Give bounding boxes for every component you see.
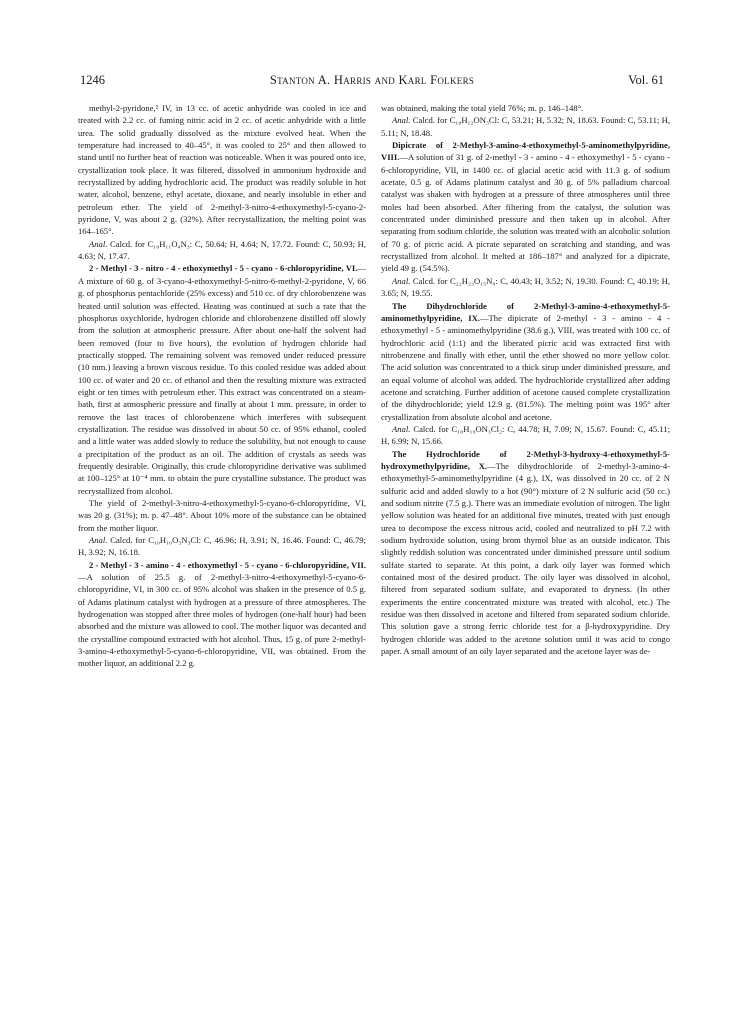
section-heading: The Hydrochloride of 2-Methyl-3-hydroxy-4-ethoxymethyl-5-hydroxymethylpyridine, X. xyxy=(381,448,670,471)
analysis-paragraph xyxy=(78,534,366,559)
analysis-label: Anal. xyxy=(89,238,108,249)
paragraph-text: Calcd. for C₂₂H₂₃O₁₅N₉: C, 40.43; H, 3.52; N, 19.30. Found: C, 40.19; H, 3.65; N, 19.55. xyxy=(381,275,670,299)
paragraph-text: —A mixture of 60 g. of 3-cyano-4-ethoxymethyl-5-nitro-6-methyl-2-pyridone, V, 66 g. of phosphorus pentachloride (25% excess) and 510 cc. of dry chlorobenzene was heated until solution was effected. Heating was continued at such a rate that the phosphorus oxychloride, hydrogen chloride and chlorobenzene distilled off slowly from the solution at atmospheric pressure. After about one-half the solvent had been removed (four to five hours), the evolution of hydrogen chloride had practically stopped. The remaining solvent was removed under reduced pressure (10 mm.) leaving a brown viscous residue. To this cooled residue was added about 100 cc. of water and 20 cc. of ethanol and then the resulting mixture was extracted eight or ten times with petroleum ether. This extract was concentrated on a steam-bath, first at atmospheric pressure and finally at about 1 mm. pressure, in order to remove the last traces of chlorobenzene which interferes with subsequent crystallization. The residue was dissolved in about 50 cc. of 95% ethanol, cooled and a little water was added slowly to reduce the solubility, but not enough to cause a precipitation of the product as an oil. The addition of crystals as seeds was frequently desirable. Originally, this crude chloropyridine derivative was sublimed at 100–125° at 10⁻⁴ mm. to obtain the pure crystalline substance. The product was recrystallized from alcohol. xyxy=(78,263,366,496)
analysis-paragraph xyxy=(381,275,670,300)
volume-label: Vol. 61 xyxy=(628,73,664,87)
paragraph-text: Calcd. for C₁₀H₁₁O₄N₃: C, 50.64; H, 4.64; N, 17.72. Found: C, 50.93; H, 4.63; N, 17.47. xyxy=(78,238,366,262)
analysis-label: Anal. xyxy=(392,275,411,286)
body-paragraph xyxy=(78,497,366,534)
analysis-label: Anal. xyxy=(392,115,411,126)
paragraph-text: methyl-2-pyridone,² IV, in 13 cc. of acetic anhydride was cooled in ice and treated with 2.2 cc. of fuming nitric acid in 2 cc. of acetic anhydride with a little urea. The solid gradually dissolved as the mixture evolved heat. When the temperature had increased to 40–45°, it was cooled to 25° and then allowed to stand until no further heat of reaction was noticeable. When it was poured onto ice, crystallization took place. It was filtered, dissolved in ammonium hydroxide and recrystallized by adding hydrochloric acid. The product was readily soluble in hot water, alcohol, benzene, ethyl acetate, dioxane, and nearly insoluble in ether and petroleum ether. The yield of 2-methyl-3-nitro-4-ethoxymethyl-5-cyano-2-pyridone, V, was about 2 g. (32%). After recrystallization, the melting point was 164–165°. xyxy=(78,103,366,237)
section-paragraph xyxy=(381,139,670,275)
section-paragraph xyxy=(381,448,670,658)
section-paragraph xyxy=(78,262,366,497)
section-heading: The Dihydrochloride of 2-Methyl-3-amino-4-ethoxymethyl-5-aminomethylpyridine, IX. xyxy=(381,300,670,323)
paragraph-text: Calcd. for C₁₀H₁₂ON₃Cl: C, 53.21; H, 5.32; N, 18.63. Found: C, 53.11; H, 5.11; N, 18.48. xyxy=(381,115,670,138)
paragraph-text: Calcd. for C₁₀H₁₉ON₃Cl₂: C, 44.78; H, 7.09; N, 15.67. Found: C, 45.11; H, 6.99; N, 15.66. xyxy=(381,423,670,447)
section-paragraph xyxy=(381,300,670,423)
paragraph-text: —The dipicrate of 2-methyl - 3 - amino - 4 - ethoxymethyl - 5 - aminomethylpyridine (38.6 g.), VIII, was treated with 100 cc. of hydrochloric acid (1:1) and the liberated picric acid was extracted first with nitrobenzene and finally with ether, until the ether showed no more yellow color. The acid solution was concentrated to a thick sirup under diminished pressure, and an equal volume of alcohol was added. The hydrochloride crystallized after adding acetone and scratching. Further addition of acetone caused complete crystallization of the dihydrochloride; yield 12.9 g. (81.5%). The melting point was 195° after crystallization from absolute alcohol and acetone. xyxy=(381,312,670,422)
analysis-paragraph xyxy=(381,423,670,448)
page-number: 1246 xyxy=(80,73,105,87)
section-heading: 2 - Methyl - 3 - amino - 4 - ethoxymethyl - 5 - cyano - 6-chloropyridine, VII. xyxy=(89,559,366,570)
paragraph-text: The yield of 2-methyl-3-nitro-4-ethoxymethyl-5-cyano-6-chloropyridine, VI, was 20 g. (31%); m. p. 47–48°. About 10% more of the substance can be obtained from the mother liquor. xyxy=(78,498,366,533)
body-paragraph xyxy=(381,102,670,114)
running-title: Stanton A. Harris and Karl Folkers xyxy=(269,73,475,87)
paragraph-text: was obtained, making the total yield 76%; m. p. 146–148°. xyxy=(381,103,584,113)
left-column xyxy=(78,102,366,670)
running-header xyxy=(80,71,664,89)
section-heading: 2 - Methyl - 3 - nitro - 4 - ethoxymethyl - 5 - cyano - 6-chloropyridine, VI. xyxy=(89,263,358,274)
analysis-label: Anal. xyxy=(89,535,108,546)
right-column xyxy=(381,102,670,657)
section-heading: Dipicrate of 2-Methyl-3-amino-4-ethoxymethyl-5-aminomethylpyridine, VIII. xyxy=(381,140,670,163)
paragraph-text: —A solution of 25.5 g. of 2-methyl-3-nitro-4-ethoxymethyl-5-cyano-6-chloropyridine, VI, in 300 cc. of 95% alcohol was shaken in the presence of 0.5 g. of Adams platinum catalyst with hydrogen at a pressure of three atmospheres. The hydrogenation was stopped after three moles of hydrogen (one-half hour) had been absorbed and the mixture was allowed to cool. The mother liquor was decanted and the crystalline compound extracted with hot alcohol. Thus, 15 g. of pure 2-methyl-3-amino-4-ethoxymethyl-5-cyano-6-chloropyridine, VII, was obtained. From the mother liquor, an additional 2.2 g. xyxy=(78,572,366,669)
section-paragraph xyxy=(78,559,366,670)
paragraph-text: Calcd. for C₁₀H₁₀O₃N₃Cl: C, 46.96; H, 3.91; N, 16.46. Found: C, 46.79; H, 3.92; N, 16.18. xyxy=(78,535,366,558)
analysis-paragraph xyxy=(381,114,670,139)
analysis-paragraph xyxy=(78,238,366,263)
analysis-label: Anal. xyxy=(392,423,411,434)
body-paragraph xyxy=(78,102,366,238)
paragraph-text: —A solution of 31 g. of 2-methyl - 3 - amino - 4 - ethoxymethyl - 5 - cyano - 6-chloropyridine, VII, in 1400 cc. of glacial acetic acid with 11.3 g. of sodium acetate, 0.5 g. of Adams platinum catalyst and 30 g. of 5% palladium charcoal catalyst was shaken with hydrogen at a pressure of three atmospheres until three moles had been absorbed. After filtering from the catalyst, the solution was concentrated under diminished pressure and then taken up in alcohol. After separating from sodium chloride, the solution was treated with an alcoholic solution of 70 g. of picric acid. A picrate separated on scratching and standing, and was recrystallized from alcohol. It melted at 186–187° and analyzed for a dipicrate, yield 49 g. (54.5%). xyxy=(381,152,670,274)
paragraph-text: —The dihydrochloride of 2-methyl-3-amino-4-ethoxymethyl-5-aminomethylpyridine (4 g.), IX, was dissolved in 20 cc. of 2 N sulfuric acid and added slowly to a hot (90°) mixture of 2 N sulfuric acid (50 cc.) and sodium nitrite (7.5 g.). There was an immediate evolution of nitrogen. The light yellow solution was heated for an additional five minutes, treated with just enough urea to decompose the excess nitrous acid, cooled and neutralized to pH 7.2 with sodium hydroxide solution, using brom thymol blue as an outside indicator. This slightly reddish solution was concentrated under diminished pressure until sodium sulfate started to separate. At this point, a dark oily layer was formed which contained most of the desired product. The oily layer was dissolved in alcohol, filtered from separated sodium sulfate, and evaporated to dryness. (In other experiments the entire concentrated mixture was treated with alcohol, etc.) The residue was then dissolved in acetone and filtered from separated sodium chloride. This solution gave a strong ferric chloride test for a β-hydroxypyridine. Dry hydrogen chloride was added to the acetone solution until it was acid to congo paper. A small amount of an oily layer separated and the acetone layer was de- xyxy=(381,460,670,657)
